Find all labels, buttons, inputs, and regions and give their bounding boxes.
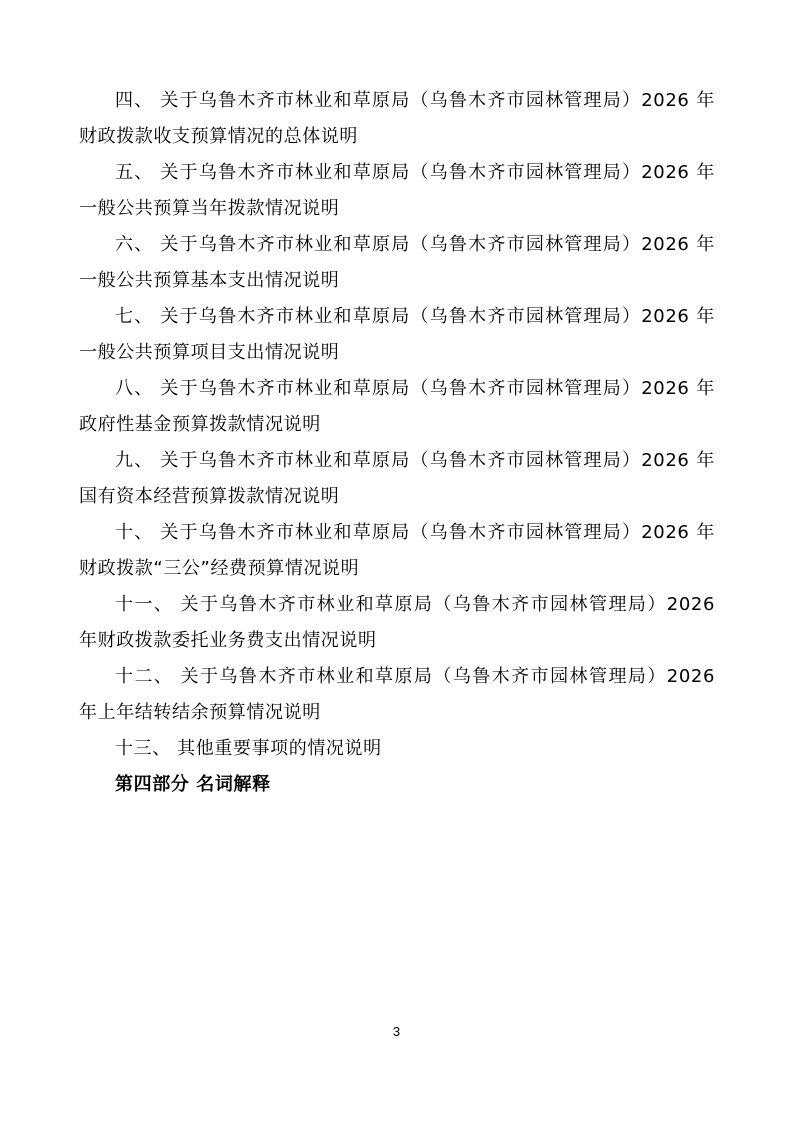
page-content [79,83,715,803]
list-item: 十、 关于乌鲁木齐市林业和草原局（乌鲁木齐市园林管理局）2026 年财政拨款“三公”经费预算情况说明 [79,522,715,579]
list-item: 九、 关于乌鲁木齐市林业和草原局（乌鲁木齐市园林管理局）2026 年国有资本经营预算拨款情况说明 [79,450,715,507]
list-item: 十一、 关于乌鲁木齐市林业和草原局（乌鲁木齐市园林管理局）2026 年财政拨款委托业务费支出情况说明 [79,594,715,651]
list-item: 十三、 其他重要事项的情况说明 [115,738,382,759]
list-item: 十二、 关于乌鲁木齐市林业和草原局（乌鲁木齐市园林管理局）2026 年上年结转结余预算情况说明 [79,666,715,723]
list-item: 八、 关于乌鲁木齐市林业和草原局（乌鲁木齐市园林管理局）2026 年政府性基金预算拨款情况说明 [79,378,715,435]
page-number: 3 [392,1024,401,1039]
list-item: 四、 关于乌鲁木齐市林业和草原局（乌鲁木齐市园林管理局）2026 年财政拨款收支预算情况的总体说明 [79,90,715,147]
section-heading: 第四部分 名词解释 [115,774,271,795]
list-item: 五、 关于乌鲁木齐市林业和草原局（乌鲁木齐市园林管理局）2026 年一般公共预算当年拨款情况说明 [79,162,715,219]
list-item: 六、 关于乌鲁木齐市林业和草原局（乌鲁木齐市园林管理局）2026 年一般公共预算基本支出情况说明 [79,234,715,291]
list-item: 七、 关于乌鲁木齐市林业和草原局（乌鲁木齐市园林管理局）2026 年一般公共预算项目支出情况说明 [79,306,715,363]
